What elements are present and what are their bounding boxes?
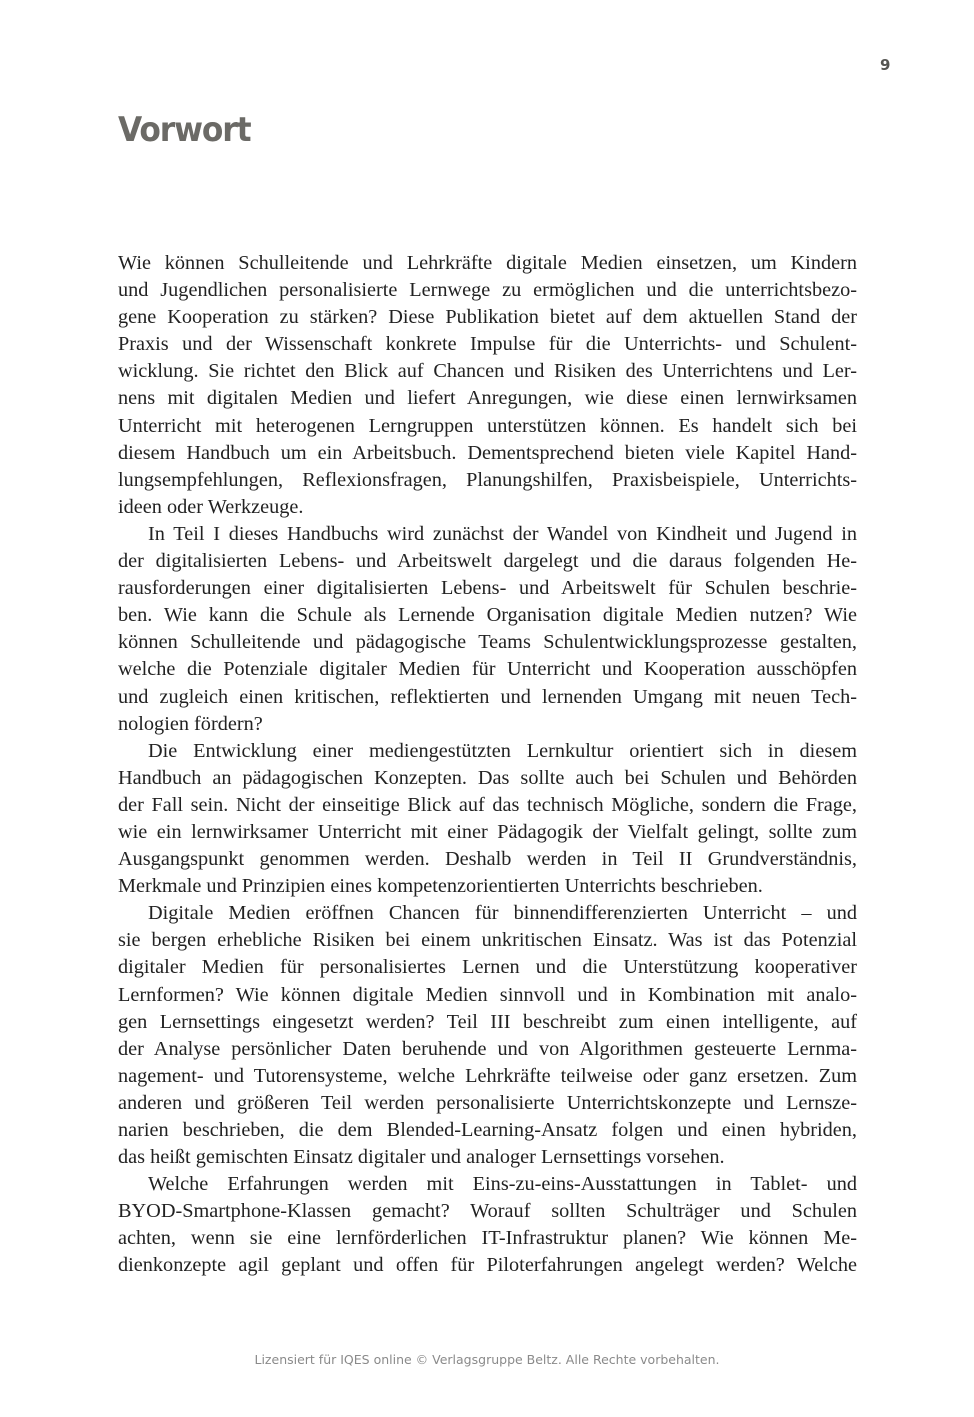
text-line: BYOD-Smartphone-Klassen gemacht? Worauf sollten Schulträger und Schulen xyxy=(118,1200,857,1223)
paragraph-5 xyxy=(118,1171,857,1279)
text-line: das heißt gemischten Einsatz digitaler und analoger Lernsettings vorsehen. xyxy=(118,1146,725,1169)
text-line: Die Entwicklung einer mediengestützten Lernkultur orientiert sich in diesem xyxy=(148,739,857,762)
text-line: können Schulleitende und pädagogische Teams Schulentwicklungsprozesse gestalten, xyxy=(118,631,857,654)
text-line: ben. Wie kann die Schule als Lernende Organisation digitale Medien nutzen? Wie xyxy=(118,604,857,627)
text-line: anderen und größeren Teil werden personalisierte Unterrichtskonzepte und Lernsze- xyxy=(118,1091,857,1114)
paragraph-2 xyxy=(118,521,857,738)
paragraph-4 xyxy=(118,900,857,1171)
text-line: digitaler Medien für personalisiertes Lernen und die Unterstützung kooperativer xyxy=(118,956,857,979)
text-line: ideen oder Werkzeuge. xyxy=(118,495,304,518)
text-line: Unterricht mit heterogenen Lerngruppen unterstützen können. Es handelt sich bei xyxy=(118,414,857,437)
text-line: rausforderungen einer digitalisierten Lebens- und Arbeitswelt für Schulen beschrie- xyxy=(118,577,857,600)
text-line: der digitalisierten Lebens- und Arbeitswelt dargelegt und die daraus folgenden He- xyxy=(118,550,857,573)
text-line: wie ein lernwirksamer Unterricht mit einer Pädagogik der Vielfalt gelingt, sollte zum xyxy=(118,820,857,843)
text-line: der Fall sein. Nicht der einseitige Blick auf das technisch Mögliche, sondern die Frage, xyxy=(118,793,857,816)
text-line: dienkonzepte agil geplant und offen für Piloterfahrungen angelegt werden? Welche xyxy=(118,1254,857,1277)
text-line: Lernformen? Wie können digitale Medien sinnvoll und in Kombination mit analo- xyxy=(118,983,857,1006)
text-line: gene Kooperation zu stärken? Diese Publikation bietet auf dem aktuellen Stand der xyxy=(118,306,857,329)
text-line: und Jugendlichen personalisierte Lernwege zu ermöglichen und die unterrichtsbezo- xyxy=(118,279,857,302)
text-line: lungsempfehlungen, Reflexionsfragen, Planungshilfen, Praxisbeispiele, Unterrichts- xyxy=(118,468,857,491)
text-line: welche die Potenziale digitaler Medien für Unterricht und Kooperation ausschöpfen xyxy=(118,658,857,681)
body-text xyxy=(118,250,857,1280)
text-line: Merkmale und Prinzipien eines kompetenzorientierten Unterrichts beschrieben. xyxy=(118,875,763,898)
text-line: nagement- und Tutorensysteme, welche Lehrkräfte teilweise oder ganz ersetzen. Zum xyxy=(118,1064,857,1087)
text-line: sie bergen erhebliche Risiken bei einem unkritischen Einsatz. Was ist das Potenzial xyxy=(118,929,857,952)
text-line: wicklung. Sie richtet den Blick auf Chancen und Risiken des Unterrichtens und Ler- xyxy=(118,360,857,383)
license-footer: Lizensiert für IQES online © Verlagsgruppe Beltz. Alle Rechte vorbehalten. xyxy=(254,1352,720,1367)
text-line: achten, wenn sie eine lernförderlichen IT-Infrastruktur planen? Wie können Me- xyxy=(118,1227,857,1250)
paragraph-1 xyxy=(118,250,857,521)
text-line: Handbuch an pädagogischen Konzepten. Das sollte auch bei Schulen und Behörden xyxy=(118,766,857,789)
page-title: Vorwort xyxy=(118,110,251,150)
paragraph-3 xyxy=(118,738,857,901)
text-line: nologien fördern? xyxy=(118,712,263,735)
text-line: Wie können Schulleitende und Lehrkräfte digitale Medien einsetzen, um Kindern xyxy=(118,252,857,274)
page-number: 9 xyxy=(880,56,891,74)
text-line: Welche Erfahrungen werden mit Eins-zu-eins-Ausstattungen in Tablet- und xyxy=(148,1173,857,1196)
text-line: und zugleich einen kritischen, reflektierten und lernenden Umgang mit neuen Tech- xyxy=(118,685,857,708)
text-line: Praxis und der Wissenschaft konkrete Impulse für die Unterrichts- und Schulent- xyxy=(118,333,857,356)
text-line: diesem Handbuch um ein Arbeitsbuch. Dementsprechend bieten viele Kapitel Hand- xyxy=(118,441,857,464)
text-line: nens mit digitalen Medien und liefert Anregungen, wie diese einen lernwirksamen xyxy=(118,387,857,410)
text-line: narien beschrieben, die dem Blended-Learning-Ansatz folgen und einen hybriden, xyxy=(118,1119,857,1141)
text-line: Ausgangspunkt genommen werden. Deshalb werden in Teil II Grundverständnis, xyxy=(118,848,857,871)
text-line: gen Lernsettings eingesetzt werden? Teil III beschreibt zum einen intelligente, auf xyxy=(118,1010,857,1033)
text-line: Digitale Medien eröffnen Chancen für binnendifferenzierten Unterricht – und xyxy=(148,902,857,925)
text-line: In Teil I dieses Handbuchs wird zunächst der Wandel von Kindheit und Jugend in xyxy=(148,522,857,545)
text-line: der Analyse persönlicher Daten beruhende und von Algorithmen gesteuerte Lernma- xyxy=(118,1037,857,1060)
